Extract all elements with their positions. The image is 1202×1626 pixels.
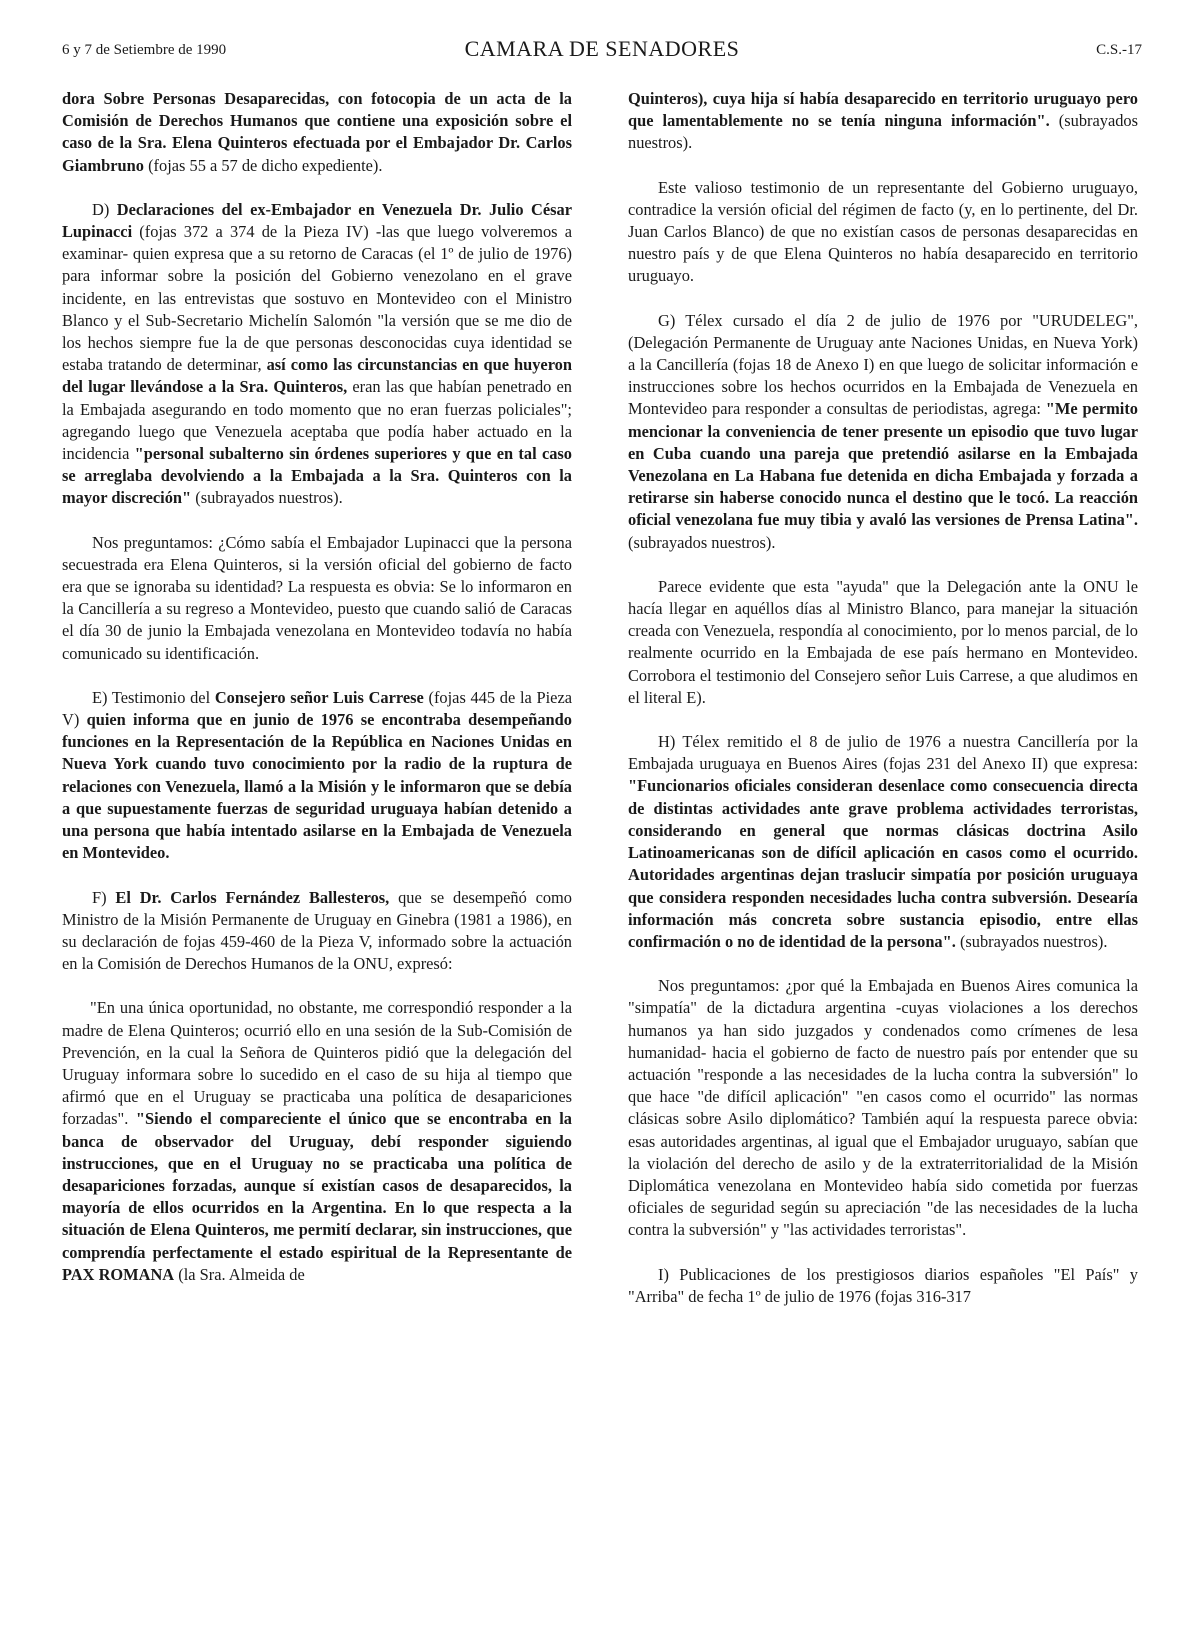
page-header: [62, 36, 1142, 66]
text: que se desempeñó como Ministro de la Misión Permanente de Uruguay en Ginebra (1981 a 1986), en su declaración de fojas 459-460 de la Pieza V, informado sobre la actuación en la Comisión de Derechos Humanos de la ONU, expresó:: [62, 887, 573, 974]
paragraph-d: [62, 199, 572, 510]
paragraph-f: [62, 887, 572, 976]
paragraph: Nos preguntamos: ¿Cómo sabía el Embajador Lupinacci que la persona secuestrada era Elena Quinteros, si la versión oficial del gobierno de facto era que se ignoraba su identidad? La respuesta es obvia: Se lo informaron en la Cancillería a su regreso a Montevideo, puesto que cuando salió de Caracas el día 30 de junio la Embajada venezolana en Montevideo todavía no había comunicado su identificación.: [62, 532, 572, 663]
paragraph-i: I) Publicaciones de los prestigiosos diarios españoles "El País" y "Arriba" de fecha 1º de julio de 1976 (fojas 316-317: [628, 1264, 1138, 1306]
quotation: [62, 997, 572, 1286]
bold-text: quien informa que en junio de 1976 se encontraba desempeñando funciones en la Representación de la República en Naciones Unidas en Nueva York cuando tuvo conocimiento por la radio de la ruptura de relaciones con Venezuela, llamó a la Misión y le informaron que se debía a que supuestamente fuerzas de seguridad uruguaya habían detenido a una persona que había intentado asilarse en la Embajada de Venezuela en Montevideo.: [62, 710, 572, 863]
text: D): [92, 199, 117, 219]
bold-text: Quinteros), cuya hija sí había desaparecido en territorio uruguayo pero que lamentablemente no se tenía ninguna información".: [628, 89, 1138, 131]
text: eran las que habían penetrado en la Embajada asegurando en todo momento que no eran fuerzas policiales"; agregando luego que Venezuela aceptaba que podía haber actuado en la incidencia: [62, 377, 572, 464]
paragraph: Nos preguntamos: ¿por qué la Embajada en Buenos Aires comunica la "simpatía" de la dictadura argentina -cuyas violaciones a los derechos humanos ya han sido juzgados y condenados como crímenes de lesa humanidad- hacia el gobierno de facto de nuestro país por entender que su actuación "responde a las necesidades de la lucha contra la subversión" lo que hace "de difícil aplicación" "en casos como el ocurrido" las normas clásicas sobre Asilo diplomático? También aquí la respuesta parece obvia: esas autoridades argentinas, al igual que el Embajador uruguayo, sabían que la violación del derecho de asilo y de la extraterritorialidad de la Misión Diplomática venezolana en Montevideo había sido cometida por fuerzas oficiales de seguridad según su apreciación "de las necesidades de la lucha contra la subversión" y "las actividades terroristas".: [628, 976, 1138, 1240]
paragraph: Este valioso testimonio de un representante del Gobierno uruguayo, contradice la versión oficial del régimen de facto (y, en lo pertinente, del Dr. Juan Carlos Blanco) de que no existían casos de personas desaparecidas en nuestro país y de que Elena Quinteros no había desaparecido en territorio uruguayo.: [628, 177, 1138, 286]
bold-text: "Siendo el compareciente el único que se encontraba en la banca de observador del Uruguay, debí responder siguiendo instrucciones, que en el Uruguay no se practicaba una política de desapariciones forzadas, aunque sí existían casos de desaparecidos, la mayoría de ellos ocurridos en la Argentina. En lo que respecta a la situación de Elena Quinteros, me permití declarar, sin instrucciones, que comprendía perfectamente el estado espiritual de la Representante de PAX ROMANA: [62, 1109, 572, 1284]
paragraph: [628, 88, 1138, 155]
left-column: [62, 88, 572, 1308]
text: (la Sra. Almeida de: [174, 1264, 305, 1284]
bold-text: dora Sobre Personas Desaparecidas, con fotocopia de un acta de la Comisión de Derechos Humanos que contiene una exposición sobre el caso de la Sra. Elena Quinteros efectuada por el Embajador Dr. Carlos Giambruno: [62, 89, 572, 175]
bold-text: "Me permito mencionar la conveniencia de tener presente un episodio que tuvo lugar en Cuba cuando una pareja que pretendió asilarse en la Embajada Venezolana en La Habana fue detenida en dicha Embajada y forzada a retirarse sin haberse conocido nunca el destino que le tocó. La reacción oficial venezolana fue muy tibia y avaló las versiones de Prensa Latina".: [628, 399, 1138, 530]
bold-text: "personal subalterno sin órdenes superiores y que en tal caso se arreglaba devolviendo a la Embajada a la Sra. Quinteros con la mayor discreción": [62, 444, 572, 508]
text: G) Télex cursado el día 2 de julio de 1976 por "URUDELEG", (Delegación Permanente de Uruguay ante Naciones Unidas, en Nueva York) a la Cancillería (fojas 18 de Anexo I) en que luego de solicitar información e instrucciones sobre los hechos ocurridos en la Embajada de Venezuela en Montevideo para responder a consultas de periodistas, agrega:: [628, 310, 1138, 419]
header-title: CAMARA DE SENADORES: [464, 36, 740, 61]
bold-text: Declaraciones del ex-Embajador en Venezuela Dr. Julio César Lupinacci: [62, 199, 572, 242]
text: "En una única oportunidad, no obstante, me correspondió responder a la madre de Elena Quinteros; ocurrió ello en una sesión de la Sub-Comisión de Prevención, en la cual la Señora de Quinteros pidió que la delegación del Uruguay informara sobre lo sucedido en el caso de su hija al tiempo que afirmó que en el Uruguay se practicaba una política de desapariciones forzadas".: [62, 998, 572, 1129]
text: (subrayados nuestros).: [955, 931, 1108, 951]
bold-text: así como las circunstancias en que huyeron del lugar llevándose a la Sra. Quinteros,: [62, 355, 572, 397]
paragraph-h: [628, 731, 1138, 953]
header-date: 6 y 7 de Setiembre de 1990: [62, 42, 227, 58]
text: (fojas 372 a 374 de la Pieza IV) -las que luego volveremos a examinar- quien expresa que a su retorno de Caracas (el 1º de julio de 1976) para informar sobre la posición del Gobierno venezolano en el grave incidente, en las entrevistas que sostuvo en Montevideo con el Ministro Blanco y el Sub-Secretario Michelín Salomón "la versión que se me dio de los hechos siempre fue la de que personas desconocidas cuya identidad se estaba tratando de determinar,: [62, 222, 572, 375]
right-column: [628, 88, 1138, 1330]
paragraph: Parece evidente que esta "ayuda" que la Delegación ante la ONU le hacía llegar en aquéllos días al Ministro Blanco, para manejar la situación creada con Venezuela, respondía al conocimiento, por lo menos parcial, de lo realmente ocurrido en la Embajada de ese país hermano en Montevideo. Corrobora el testimonio del Consejero señor Luis Carrese, a que aludimos en el literal E).: [628, 576, 1138, 707]
text: H) Télex remitido el 8 de julio de 1976 a nuestra Cancillería por la Embajada uruguaya en Buenos Aires (fojas 231 del Anexo II) que expresa:: [628, 732, 1138, 774]
text: (fojas 55 a 57 de dicho expediente).: [143, 155, 383, 175]
text: (subrayados nuestros).: [628, 111, 1138, 153]
paragraph-g: [628, 310, 1138, 554]
text: (subrayados nuestros).: [191, 488, 343, 508]
text: (subrayados nuestros).: [628, 532, 776, 552]
text: (fojas 445 de la Pieza V): [62, 687, 573, 730]
bold-text: Consejero señor Luis Carrese: [214, 687, 424, 707]
text: F): [92, 887, 116, 907]
paragraph: [62, 88, 572, 177]
bold-text: "Funcionarios oficiales consideran desenlace como consecuencia directa de distintas actividades ante grave problema actividades terroristas, considerando en general que normas clásicas doctrina Asilo Latinoamericanas son de difícil aplicación en casos como el ocurrido. Autoridades argentinas dejan traslucir simpatía por posición uruguaya que considera responden necesidades lucha contra subversión. Desearía información más concreta sobre sustancia episodio, entre ellas confirmación o no de identidad de la persona".: [628, 776, 1138, 951]
paragraph-e: [62, 687, 572, 865]
bold-text: El Dr. Carlos Fernández Ballesteros,: [115, 887, 390, 907]
header-page-code: C.S.-17: [1096, 42, 1142, 58]
text: E) Testimonio del: [92, 687, 215, 707]
